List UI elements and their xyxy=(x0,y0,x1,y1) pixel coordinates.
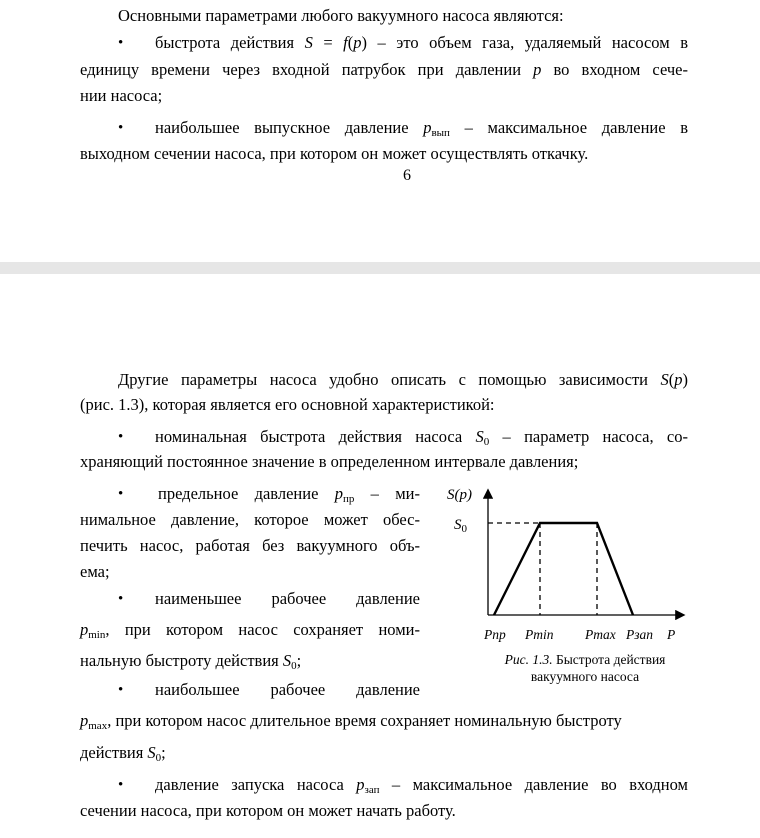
bullet-marker: • xyxy=(118,35,124,51)
page-separator xyxy=(0,262,760,274)
page-bottom xyxy=(0,274,760,838)
label-ppr: Pпр xyxy=(484,627,506,642)
speed-curve xyxy=(494,523,633,615)
bullet-pmax-line1: наибольшее рабочее давление xyxy=(155,680,420,699)
label-p: P xyxy=(667,627,676,642)
bullet-start-line2: сечении насоса, при котором он может начать работу. xyxy=(80,801,456,820)
bullet-pmin-line2: $p_{min}$, при котором насос сохраняет номи- xyxy=(80,620,420,641)
bullet-pmax-line2: $p_{max}$, при котором насос длительное время сохраняет номинальную быстроту xyxy=(80,711,622,732)
bullet-marker: • xyxy=(118,429,124,445)
bullet-nominal-line1: номинальная быстрота действия насоса $S_0$ – параметр насоса, со- xyxy=(155,427,688,448)
bullet-speed-line2: единицу времени через входной патрубок при давлении p во входном сече- xyxy=(80,60,688,79)
bullet-marker: • xyxy=(118,591,124,607)
pump-speed-figure xyxy=(440,479,700,659)
label-pmin: Pmin xyxy=(525,627,554,642)
bullet-pmax-line3: действия $S_0$; xyxy=(80,743,166,764)
paragraph-dependence-line1: Другие параметры насоса удобно описать с помощью зависимости S(p) xyxy=(118,370,688,389)
page-top xyxy=(0,0,760,262)
bullet-nominal-line2: храняющий постоянное значение в определенном интервале давления; xyxy=(80,452,579,471)
paragraph-dependence-line2: (рис. 1.3), которая является его основной характеристикой: xyxy=(80,395,495,414)
bullet-pmin-line1: наименьшее рабочее давление xyxy=(155,589,420,608)
bullet-start-line1: давление запуска насоса $p_{зап}$ – максимальное давление во входном xyxy=(155,775,688,796)
bullet-exhaust-line1: наибольшее выпускное давление $p_{вып}$ – максимальное давление в xyxy=(155,118,688,139)
label-pzap: Pзап xyxy=(626,627,654,642)
s0-label: $S_0$ xyxy=(454,517,467,535)
page-number: 6 xyxy=(403,167,411,184)
bullet-marker: • xyxy=(118,682,124,698)
bullet-exhaust-line2: выходном сечении насоса, при котором он может осуществлять откачку. xyxy=(80,144,589,163)
bullet-ultimate-line3: печить насос, работая без вакуумного объ- xyxy=(80,536,420,555)
bullet-pmin-line3: нальную быстроту действия $S_0$; xyxy=(80,651,302,672)
bullet-marker: • xyxy=(118,120,124,136)
bullet-speed-line3: нии насоса; xyxy=(80,86,163,105)
bullet-ultimate-line1: предельное давление $p_{пр} - ми-$ xyxy=(158,484,420,505)
figure-caption: Рис. 1.3. Быстрота действия вакуумного насоса xyxy=(504,652,666,684)
bullet-speed-line1: быстрота действия S = f(p) – это объем газа, удаляемый насосом в xyxy=(155,33,688,52)
bullet-ultimate-line2: нимальное давление, которое может обес- xyxy=(80,510,420,529)
bullet-ultimate-line4: ема; xyxy=(80,562,110,581)
label-pmax: Pmax xyxy=(585,627,616,642)
y-axis-label: S(p) xyxy=(447,487,472,503)
bullet-marker: • xyxy=(118,777,124,793)
bullet-marker: • xyxy=(118,486,124,502)
intro-paragraph: Основными параметрами любого вакуумного насоса являются: xyxy=(118,6,564,25)
